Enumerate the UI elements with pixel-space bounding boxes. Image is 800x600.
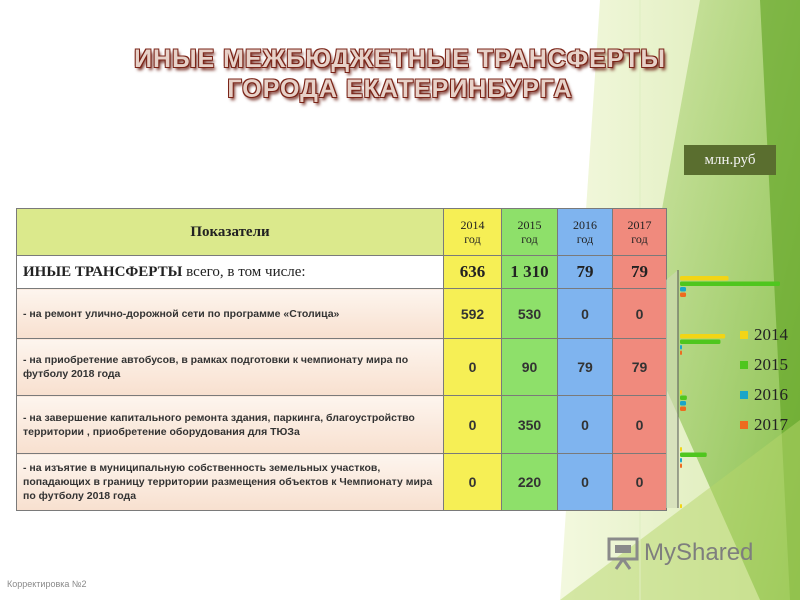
- bar-2014-1: [680, 334, 725, 339]
- title-line-2: ГОРОДА ЕКАТЕРИНБУРГА: [227, 75, 573, 103]
- cell-2017: 79: [613, 339, 667, 396]
- title-line-1: ИНЫЕ МЕЖБЮДЖЕТНЫЕ ТРАНСФЕРТЫ: [134, 45, 666, 73]
- legend-item-2016: 2016: [740, 380, 788, 410]
- bar-2016-1: [680, 345, 682, 350]
- total-2015: 1 310: [502, 256, 558, 289]
- bar-2017-0: [680, 293, 686, 298]
- bar-2016-3: [680, 458, 682, 463]
- table-row: [17, 454, 667, 511]
- cell-2017: 0: [613, 396, 667, 454]
- bar-2017-2: [680, 407, 686, 412]
- bar-2014-3: [680, 447, 682, 452]
- cell-2014: 592: [444, 289, 502, 339]
- row-label: - на ремонт улично-дорожной сети по программе «Столица»: [17, 289, 444, 339]
- bar-2014-0: [680, 276, 729, 281]
- cell-2016: 0: [558, 289, 613, 339]
- cell-2014: 0: [444, 454, 502, 511]
- bar-2016-2: [680, 401, 686, 406]
- page-title: [90, 44, 710, 104]
- legend-item-2015: 2015: [740, 350, 788, 380]
- cell-2017: 0: [613, 454, 667, 511]
- bar-2017-3: [680, 464, 682, 469]
- bar-2015-1: [680, 340, 720, 345]
- legend-swatch-2015: [740, 361, 748, 369]
- total-2016: 79: [558, 256, 613, 289]
- transfers-table: [16, 208, 667, 511]
- chart-legend: [740, 320, 788, 440]
- cell-2017: 0: [613, 289, 667, 339]
- legend-swatch-2017: [740, 421, 748, 429]
- row-label: - на изъятие в муниципальную собственность земельных участков, попадающих в границу территории размещения объектов к Чемпионату мира по футболу 2018 года: [17, 454, 444, 511]
- footnote: Корректировка №2: [7, 579, 87, 589]
- bar-2017-1: [680, 351, 682, 356]
- bar-2014-2: [680, 390, 682, 395]
- table-row: [17, 396, 667, 454]
- legend-item-2014: 2014: [740, 320, 788, 350]
- cell-2015: 90: [502, 339, 558, 396]
- logo-text: MyShared: [644, 539, 754, 566]
- cell-2014: 0: [444, 396, 502, 454]
- myshared-logo: [606, 536, 753, 570]
- header-year-2017: 2017 год: [613, 209, 667, 256]
- cell-2016: 79: [558, 339, 613, 396]
- header-year-2014: 2014 год: [444, 209, 502, 256]
- total-2017: 79: [613, 256, 667, 289]
- header-year-2016: 2016 год: [558, 209, 613, 256]
- cell-2015: 220: [502, 454, 558, 511]
- total-label: ИНЫЕ ТРАНСФЕРТЫ всего, в том числе:: [17, 256, 444, 289]
- cell-2015: 350: [502, 396, 558, 454]
- header-indicators: Показатели: [17, 209, 444, 256]
- cell-2014: 0: [444, 339, 502, 396]
- unit-label: млн.руб: [684, 145, 776, 175]
- legend-swatch-2016: [740, 391, 748, 399]
- table-row: [17, 339, 667, 396]
- table-row-total: [17, 256, 667, 289]
- table-header-row: [17, 209, 667, 256]
- bar-2014-4: [680, 504, 682, 508]
- cell-2016: 0: [558, 454, 613, 511]
- legend-item-2017: 2017: [740, 410, 788, 440]
- chart-floor: [666, 270, 678, 508]
- bar-2015-2: [680, 396, 687, 401]
- total-2014: 636: [444, 256, 502, 289]
- bar-2016-0: [680, 287, 686, 292]
- cell-2015: 530: [502, 289, 558, 339]
- cell-2016: 0: [558, 396, 613, 454]
- table-row: [17, 289, 667, 339]
- legend-swatch-2014: [740, 331, 748, 339]
- bar-2015-3: [680, 453, 707, 458]
- header-year-2015: 2015 год: [502, 209, 558, 256]
- presentation-board-icon: [606, 536, 640, 570]
- row-label: - на завершение капитального ремонта здания, паркинга, благоустройство территории , приобретение оборудования для ТЮЗа: [17, 396, 444, 454]
- row-label: - на приобретение автобусов, в рамках подготовки к чемпионату мира по футболу 2018 года: [17, 339, 444, 396]
- bar-2015-0: [680, 282, 780, 287]
